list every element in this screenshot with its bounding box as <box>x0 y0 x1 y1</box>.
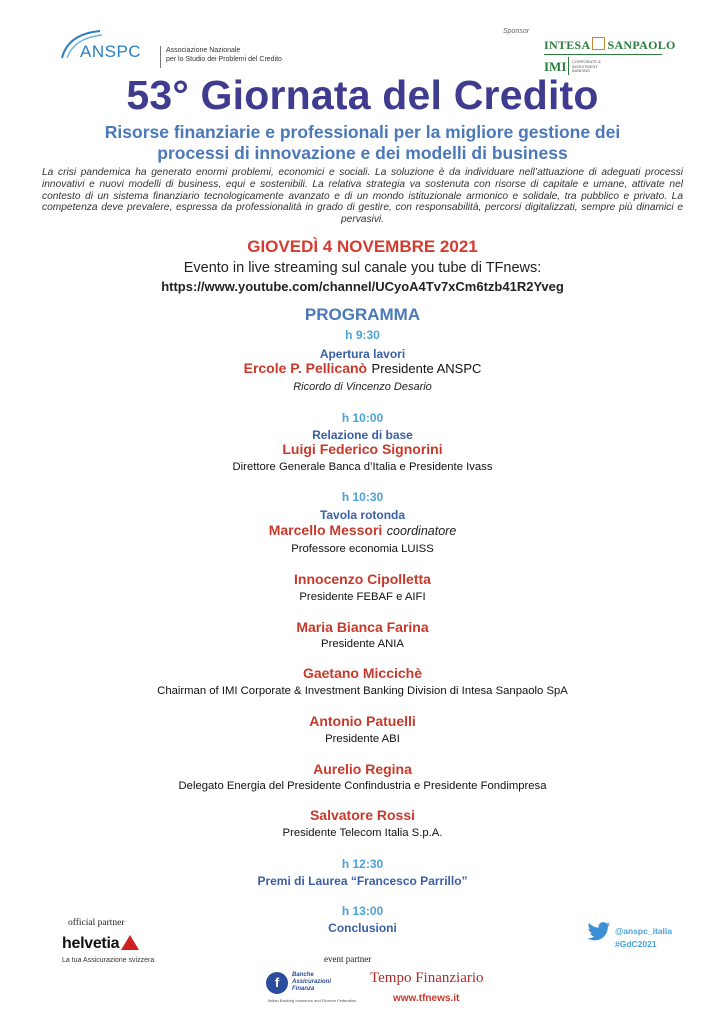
sponsor-label: Sponsor <box>503 28 530 35</box>
session-awards: Premi di Laurea “Francesco Parrillo” <box>257 874 468 888</box>
programme-title: PROGRAMMA <box>304 305 421 324</box>
anspc-description <box>166 46 306 64</box>
anspc-logo <box>58 28 298 78</box>
helvetia-mark-icon <box>121 935 139 950</box>
tf-word-b: Finanziario <box>415 970 484 986</box>
anspc-divider <box>160 46 161 68</box>
panelist-name: Maria Bianca Farina <box>296 619 429 635</box>
subtitle-line2: processi di innovazione e dei modelli di business <box>157 143 568 163</box>
tempo-finanziario-logo <box>370 970 484 987</box>
helvetia-tagline: La tua Assicurazione svizzera <box>62 957 155 964</box>
imi-word: IMI <box>544 59 567 74</box>
abi-tagline: Italian Banking Insurance and Finance Federation <box>268 998 357 1003</box>
panelist-name: Gaetano Miccichè <box>302 665 423 681</box>
time-1230: h 12:30 <box>341 857 384 871</box>
imi-rule <box>544 54 662 55</box>
abi-word-2: Assicurazioni <box>292 979 332 985</box>
intro-paragraph: La crisi pandemica ha generato enormi problemi, economici e sociali. La soluzione è da individuare nell’attuazione di adeguati processi innovativi e nuovi modelli di business, equi e sostenibili. La relativa strategia va sostenuta con risorse di capitale e umane, attivate nel contesto di un sistema finanziario tecnologicamente avanzato e di un mondo istituzionale armonico e solidale, tra pubblico e privato. La competenza deve prevalere, espressa da professionalità in grado di gestire, con responsabilità, percorsi digitalizzati, sempre più dinamici e pervasivi. <box>42 167 683 226</box>
helvetia-logo <box>62 935 139 953</box>
event-date: GIOVEDÌ 4 NOVEMBRE 2021 <box>247 237 478 256</box>
speaker-note: Ricordo di Vincenzo Desario <box>293 381 432 393</box>
speaker-name: Luigi Federico Signorini <box>282 441 443 457</box>
panelist-role: Chairman of IMI Corporate & Investment Banking Division di Intesa Sanpaolo SpA <box>157 685 568 697</box>
time-1300: h 13:00 <box>341 904 384 918</box>
panelist-role: Presidente FEBAF e AIFI <box>299 591 426 603</box>
abi-wordmark <box>292 972 331 993</box>
intesa-word: INTESA <box>544 38 591 52</box>
intesa-sanpaolo-logo <box>544 37 676 53</box>
abi-mark-icon: f <box>266 972 288 994</box>
speaker-role: Professore economia LUISS <box>291 543 434 555</box>
sanpaolo-word: SANPAOLO <box>607 38 676 52</box>
speaker-tag: coordinatore <box>386 524 457 538</box>
panelist-name: Aurelio Regina <box>313 761 412 777</box>
twitter-handle[interactable]: @anspc_italia <box>615 926 672 936</box>
abi-word-1: Banche <box>292 972 314 978</box>
time-1030: h 10:30 <box>341 490 384 504</box>
event-partner-label: event partner <box>324 954 372 964</box>
official-partner-label: official partner <box>68 918 125 928</box>
anspc-desc-line2: per lo Studio dei Problemi del Credito <box>166 56 282 63</box>
session-opening: Apertura lavori <box>319 347 406 361</box>
intesa-mark-icon <box>592 37 605 50</box>
speaker-line-1 <box>0 360 725 378</box>
speaker-name: Marcello Messori <box>268 522 383 538</box>
speaker-role: Direttore Generale Banca d’Italia e Presidente Ivass <box>232 461 493 473</box>
panelist-role: Presidente Telecom Italia S.p.A. <box>282 827 443 839</box>
session-keynote: Relazione di base <box>312 428 413 442</box>
subtitle <box>0 122 725 164</box>
imi-desc: CORPORATE & INVESTMENT BANKING <box>572 59 601 73</box>
hashtag: #GdC2021 <box>615 939 657 949</box>
panelist-role: Presidente ANIA <box>321 638 404 650</box>
speaker-role: Presidente ANSPC <box>371 361 482 376</box>
speaker-name: Ercole P. Pellicanò <box>243 360 368 376</box>
anspc-desc-line1: Associazione Nazionale <box>166 47 241 54</box>
tfnews-link[interactable]: www.tfnews.it <box>393 993 460 1004</box>
session-conclusions: Conclusioni <box>328 921 397 935</box>
twitter-icon[interactable] <box>587 922 611 942</box>
stream-text: Evento in live streaming sul canale you tube di TFnews: <box>183 260 542 276</box>
speaker-line-3 <box>0 522 725 540</box>
anspc-abbrev: ANSPC <box>80 42 142 61</box>
time-930: h 9:30 <box>345 328 380 342</box>
panelist-name: Salvatore Rossi <box>309 807 416 823</box>
panelist-role: Presidente ABI <box>325 733 400 745</box>
time-1000: h 10:00 <box>341 411 384 425</box>
panelist-role: Delegato Energia del Presidente Confindustria e Presidente Fondimpresa <box>178 780 547 792</box>
panelist-name: Innocenzo Cipolletta <box>294 571 431 587</box>
abi-word-3: Finanza <box>292 986 315 992</box>
tf-word-a: Tempo <box>370 970 412 986</box>
stream-link[interactable]: https://www.youtube.com/channel/UCyoA4Tv7xCm6tzb41R2Yveg <box>161 279 564 294</box>
abi-logo <box>266 970 366 1010</box>
session-roundtable: Tavola rotonda <box>319 508 406 522</box>
subtitle-line1: Risorse finanziarie e professionali per la migliore gestione dei <box>104 122 621 142</box>
panelist-name: Antonio Patuelli <box>309 713 416 729</box>
helvetia-name: helvetia <box>62 935 120 952</box>
page-title: 53° Giornata del Credito <box>126 72 599 118</box>
